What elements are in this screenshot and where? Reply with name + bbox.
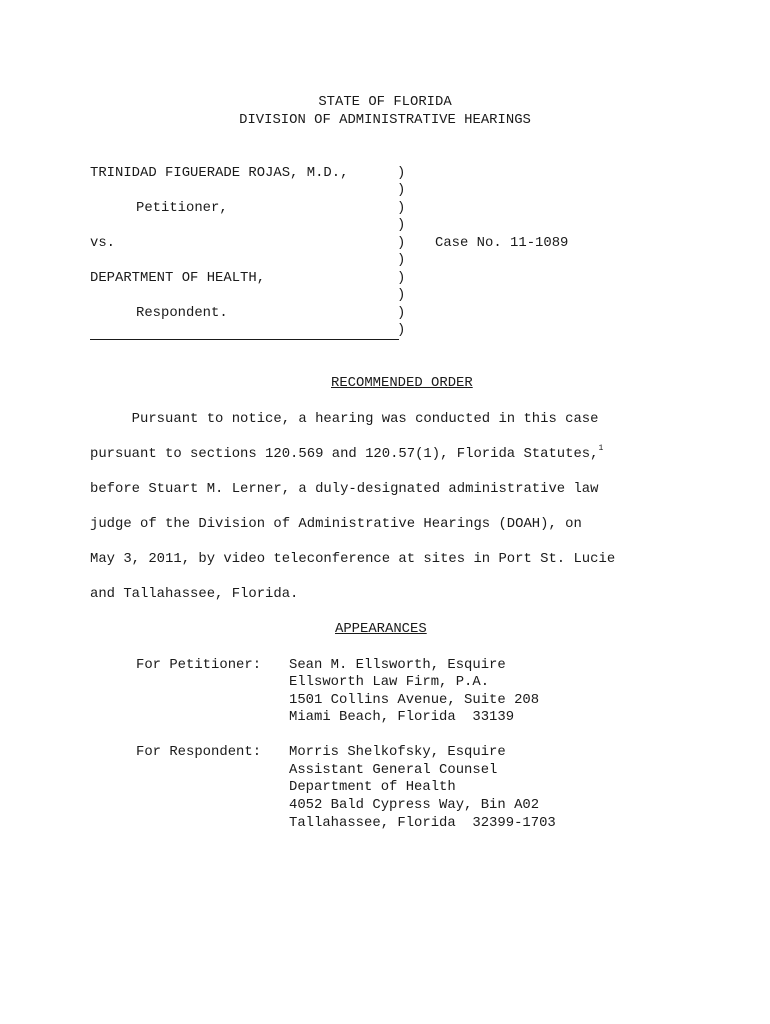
petitioner-role: Petitioner,	[136, 200, 228, 216]
body-line: before Stuart M. Lerner, a duly-designated administrative law	[90, 481, 599, 497]
caption-paren: )	[397, 287, 406, 303]
petitioner-counsel-line: Ellsworth Law Firm, P.A.	[289, 674, 490, 690]
caption-paren: )	[397, 217, 406, 233]
petitioner-counsel-line: Sean M. Ellsworth, Esquire	[289, 657, 506, 673]
caption-underline	[90, 339, 399, 340]
respondent-counsel-line: 4052 Bald Cypress Way, Bin A02	[289, 797, 540, 813]
body-line: May 3, 2011, by video teleconference at sites in Port St. Lucie	[90, 551, 616, 567]
header-state: STATE OF FLORIDA	[318, 94, 452, 110]
respondent-role: Respondent.	[136, 305, 228, 321]
caption-paren: )	[397, 200, 406, 216]
appearances-title: APPEARANCES	[335, 621, 427, 637]
petitioner-counsel-label: For Petitioner:	[136, 657, 262, 673]
caption-paren: )	[397, 322, 406, 338]
caption-paren: )	[397, 305, 406, 321]
case-number: Case No. 11-1089	[435, 235, 569, 251]
footnote-mark[interactable]: 1	[598, 444, 604, 453]
petitioner-counsel-line: 1501 Collins Avenue, Suite 208	[289, 692, 540, 708]
respondent-counsel-line: Morris Shelkofsky, Esquire	[289, 744, 506, 760]
header-division: DIVISION OF ADMINISTRATIVE HEARINGS	[239, 112, 531, 128]
caption-paren: )	[397, 235, 406, 251]
body-line: judge of the Division of Administrative Hearings (DOAH), on	[90, 516, 582, 532]
respondent-counsel-label: For Respondent:	[136, 744, 262, 760]
body-line	[90, 446, 603, 462]
respondent-counsel-line: Tallahassee, Florida 32399-1703	[289, 815, 556, 831]
caption-paren: )	[397, 165, 406, 181]
caption-paren: )	[397, 252, 406, 268]
body-line-text: pursuant to sections 120.569 and 120.57(1), Florida Statutes,	[90, 446, 599, 462]
petitioner-counsel-line: Miami Beach, Florida 33139	[289, 709, 515, 725]
versus-label: vs.	[90, 235, 116, 251]
respondent-name: DEPARTMENT OF HEALTH,	[90, 270, 266, 286]
body-line: and Tallahassee, Florida.	[90, 586, 299, 602]
caption-paren: )	[397, 270, 406, 286]
body-line: Pursuant to notice, a hearing was conducted in this case	[90, 411, 599, 427]
petitioner-name: TRINIDAD FIGUERADE ROJAS, M.D.,	[90, 165, 349, 181]
respondent-counsel-line: Department of Health	[289, 779, 456, 795]
order-title: RECOMMENDED ORDER	[331, 375, 473, 391]
respondent-counsel-line: Assistant General Counsel	[289, 762, 498, 778]
caption-paren: )	[397, 182, 406, 198]
